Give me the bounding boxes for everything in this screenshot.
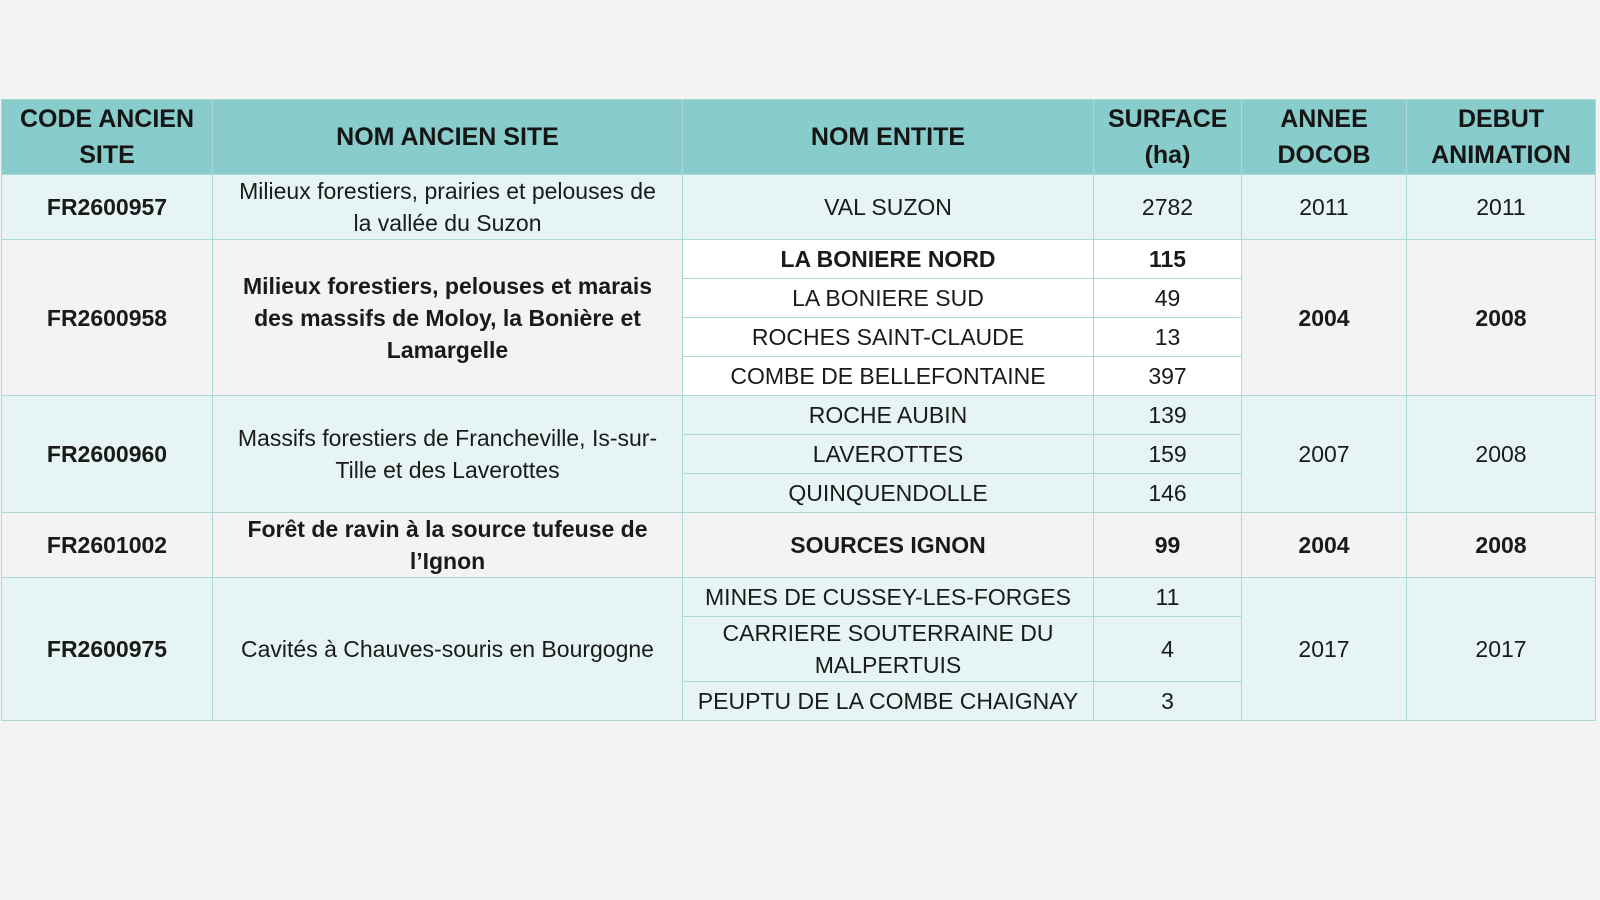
- entity-name: LA BONIERE NORD: [683, 240, 1094, 279]
- debut-animation: 2011: [1407, 175, 1596, 240]
- entity-surface: 4: [1094, 617, 1242, 682]
- site-code: FR2600960: [2, 396, 213, 513]
- site-name: Milieux forestiers, pelouses et marais des massifs de Moloy, la Bonière et Lamargelle: [213, 240, 683, 396]
- header-code: CODE ANCIEN SITE: [2, 100, 213, 175]
- site-name: Cavités à Chauves-souris en Bourgogne: [213, 578, 683, 721]
- entity-surface: 115: [1094, 240, 1242, 279]
- table-row: [2, 578, 1596, 617]
- header-nom-site: NOM ANCIEN SITE: [213, 100, 683, 175]
- header-nom-entite: NOM ENTITE: [683, 100, 1094, 175]
- entity-surface: 397: [1094, 357, 1242, 396]
- table-row: [2, 240, 1596, 279]
- entity-name: LA BONIERE SUD: [683, 279, 1094, 318]
- entity-name: SOURCES IGNON: [683, 513, 1094, 578]
- entity-surface: 139: [1094, 396, 1242, 435]
- site-code: FR2600975: [2, 578, 213, 721]
- debut-animation: 2008: [1407, 240, 1596, 396]
- header-surface: SURFACE (ha): [1094, 100, 1242, 175]
- entity-name: LAVEROTTES: [683, 435, 1094, 474]
- debut-animation: 2008: [1407, 513, 1596, 578]
- header-row: [2, 100, 1596, 175]
- table-row: [2, 396, 1596, 435]
- entity-name: COMBE DE BELLEFONTAINE: [683, 357, 1094, 396]
- entity-name: QUINQUENDOLLE: [683, 474, 1094, 513]
- entity-name: ROCHE AUBIN: [683, 396, 1094, 435]
- site-name: Massifs forestiers de Francheville, Is-sur-Tille et des Laverottes: [213, 396, 683, 513]
- annee-docob: 2011: [1242, 175, 1407, 240]
- entity-name: CARRIERE SOUTERRAINE DU MALPERTUIS: [683, 617, 1094, 682]
- site-code: FR2601002: [2, 513, 213, 578]
- annee-docob: 2007: [1242, 396, 1407, 513]
- site-name: Milieux forestiers, prairies et pelouses de la vallée du Suzon: [213, 175, 683, 240]
- annee-docob: 2004: [1242, 513, 1407, 578]
- site-code: FR2600957: [2, 175, 213, 240]
- debut-animation: 2008: [1407, 396, 1596, 513]
- entity-name: PEUPTU DE LA COMBE CHAIGNAY: [683, 682, 1094, 721]
- site-code: FR2600958: [2, 240, 213, 396]
- annee-docob: 2004: [1242, 240, 1407, 396]
- entity-surface: 2782: [1094, 175, 1242, 240]
- entity-name: MINES DE CUSSEY-LES-FORGES: [683, 578, 1094, 617]
- header-annee: ANNEE DOCOB: [1242, 100, 1407, 175]
- annee-docob: 2017: [1242, 578, 1407, 721]
- entity-surface: 3: [1094, 682, 1242, 721]
- header-debut: DEBUT ANIMATION: [1407, 100, 1596, 175]
- entity-surface: 159: [1094, 435, 1242, 474]
- entity-name: VAL SUZON: [683, 175, 1094, 240]
- entity-surface: 49: [1094, 279, 1242, 318]
- site-name: Forêt de ravin à la source tufeuse de l’Ignon: [213, 513, 683, 578]
- entity-surface: 146: [1094, 474, 1242, 513]
- entity-name: ROCHES SAINT-CLAUDE: [683, 318, 1094, 357]
- entity-surface: 99: [1094, 513, 1242, 578]
- entity-surface: 11: [1094, 578, 1242, 617]
- debut-animation: 2017: [1407, 578, 1596, 721]
- entity-surface: 13: [1094, 318, 1242, 357]
- table-row: [2, 175, 1596, 240]
- sites-table: [1, 99, 1596, 721]
- table-row: [2, 513, 1596, 578]
